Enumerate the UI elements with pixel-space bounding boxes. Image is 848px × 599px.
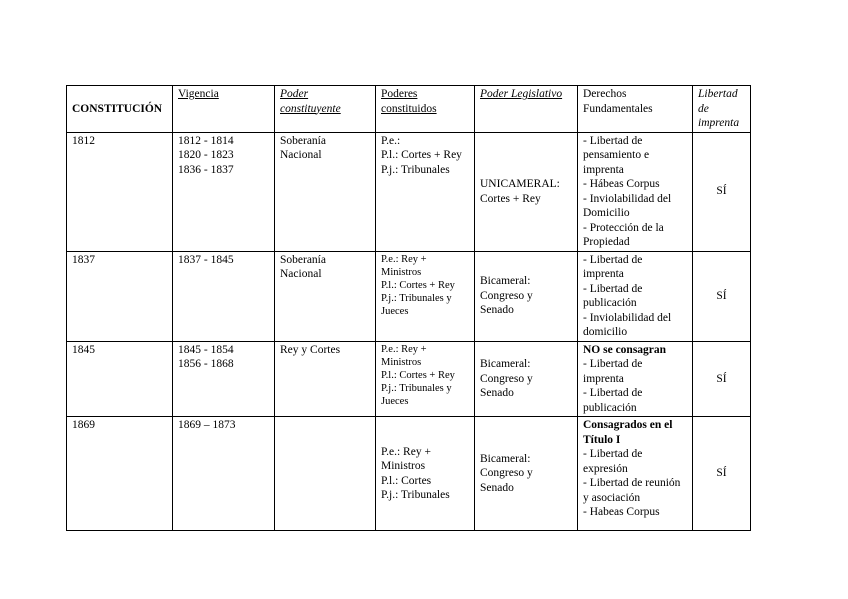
cell-legislativo	[475, 251, 578, 341]
cell-year: 1845	[67, 341, 173, 417]
derechos-line: - Protección de la	[583, 221, 664, 234]
cell-derechos	[578, 132, 693, 251]
cell-derechos	[578, 341, 693, 417]
cell-vigencia	[173, 341, 275, 417]
derechos-line: - Hábeas Corpus	[583, 178, 660, 190]
cell-constituidos	[376, 341, 475, 417]
cell-imprenta: SÍ	[693, 132, 751, 251]
legislativo-line: Senado	[480, 304, 514, 317]
vigencia-line: 1837 - 1845	[178, 253, 234, 266]
cell-vigencia	[173, 251, 275, 341]
derechos-line: domicilio	[583, 326, 628, 338]
derechos-line: - Inviolabilidad del	[583, 311, 672, 324]
header-poder-constituyente-line: Poder	[280, 88, 309, 100]
header-row	[67, 86, 751, 133]
constituidos-line: P.j.: Tribunales y	[381, 382, 452, 394]
constituidos-line: P.l.: Cortes	[381, 474, 432, 487]
cell-legislativo	[475, 341, 578, 417]
cell-constituidos	[376, 132, 475, 251]
header-derechos-fundamentales	[578, 86, 693, 133]
constituidos-line: Ministros	[381, 356, 422, 368]
derechos-line: imprenta	[583, 372, 624, 385]
constitutions-table	[66, 85, 751, 531]
cell-constituyente	[275, 132, 376, 251]
constituyente-line: Rey y Cortes	[280, 343, 341, 356]
derechos-line: publicación	[583, 401, 637, 414]
header-constitucion: CONSTITUCIÓN	[67, 86, 173, 133]
legislativo-line: Congreso y	[480, 289, 533, 302]
derechos-line: imprenta	[583, 163, 624, 176]
header-poderes-constituidos-line: Poderes	[381, 88, 418, 100]
cell-imprenta: SÍ	[693, 341, 751, 417]
cell-constituidos	[376, 251, 475, 341]
derechos-line: Domicilio	[583, 207, 630, 219]
constituidos-line: P.e.: Rey +	[381, 343, 427, 355]
cell-imprenta: SÍ	[693, 251, 751, 341]
legislativo-line: Cortes + Rey	[480, 192, 541, 205]
constituidos-line: P.j.: Tribunales	[381, 489, 450, 501]
constituidos-line: P.j.: Tribunales	[381, 163, 450, 176]
legislativo-line: UNICAMERAL:	[480, 178, 560, 190]
constituidos-line: Jueces	[381, 305, 409, 317]
legislativo-line: Senado	[480, 387, 514, 399]
header-poder-legislativo	[475, 86, 578, 133]
header-poderes-constituidos-line: constituidos	[381, 102, 437, 115]
cell-legislativo	[475, 417, 578, 531]
cell-constituyente	[275, 341, 376, 417]
cell-legislativo	[475, 132, 578, 251]
constituidos-line: P.e.: Rey +	[381, 445, 431, 458]
cell-year: 1812	[67, 132, 173, 251]
header-libertad-line: imprenta	[698, 117, 740, 129]
derechos-line: y asociación	[583, 491, 641, 504]
constituyente-line: Nacional	[280, 268, 322, 280]
vigencia-line: 1869 – 1873	[178, 419, 236, 431]
cell-imprenta: SÍ	[693, 417, 751, 531]
legislativo-line: Congreso y	[480, 467, 533, 480]
derechos-line: - Libertad de reunión	[583, 477, 681, 489]
legislativo-line: Congreso y	[480, 372, 533, 385]
derechos-line: - Inviolabilidad del	[583, 192, 672, 205]
derechos-line: - Libertad de	[583, 282, 643, 295]
vigencia-line: 1836 - 1837	[178, 163, 234, 176]
header-derechos-line: Fundamentales	[583, 102, 653, 115]
table-row	[67, 417, 751, 531]
constituidos-line: P.l.: Cortes + Rey	[381, 149, 462, 161]
cell-constituyente	[275, 251, 376, 341]
derechos-line: imprenta	[583, 268, 624, 280]
derechos-line: expresión	[583, 462, 628, 475]
header-poderes-constituidos	[376, 86, 475, 133]
constituidos-line: Ministros	[381, 266, 422, 278]
constituyente-line: Soberanía	[280, 134, 326, 147]
legislativo-line: Bicameral:	[480, 452, 531, 465]
table-row	[67, 341, 751, 417]
constituyente-line: Soberanía	[280, 253, 326, 266]
table-row	[67, 132, 751, 251]
cell-derechos	[578, 251, 693, 341]
header-poder-constituyente	[275, 86, 376, 133]
cell-constituyente	[275, 417, 376, 531]
constituidos-line: P.l.: Cortes + Rey	[381, 369, 455, 381]
vigencia-line: 1845 - 1854	[178, 343, 234, 356]
constituidos-line: Ministros	[381, 460, 426, 472]
derechos-line: - Libertad de	[583, 448, 643, 460]
vigencia-line: 1820 - 1823	[178, 149, 234, 161]
header-vigencia	[173, 86, 275, 133]
header-libertad-line: Libertad	[698, 88, 738, 100]
header-libertad-imprenta	[693, 86, 751, 133]
derechos-line: - Libertad de	[583, 134, 643, 147]
legislativo-line: Bicameral:	[480, 275, 531, 288]
vigencia-line: 1812 - 1814	[178, 134, 234, 147]
derechos-line: Propiedad	[583, 236, 630, 248]
derechos-line: - Libertad de	[583, 358, 643, 370]
derechos-line: - Habeas Corpus	[583, 506, 660, 518]
header-derechos-line: Derechos	[583, 88, 627, 100]
constituyente-line: Nacional	[280, 149, 322, 161]
constituidos-line: P.e.: Rey +	[381, 253, 427, 265]
cell-year: 1869	[67, 417, 173, 531]
cell-derechos	[578, 417, 693, 531]
cell-vigencia	[173, 132, 275, 251]
derechos-bold-line: Consagrados en el	[583, 419, 673, 431]
derechos-bold-line: NO se consagran	[583, 343, 667, 356]
table-row	[67, 251, 751, 341]
derechos-line: publicación	[583, 297, 637, 309]
cell-vigencia	[173, 417, 275, 531]
legislativo-line: Senado	[480, 481, 514, 494]
constituidos-line: Jueces	[381, 395, 409, 407]
derechos-line: - Libertad de	[583, 253, 643, 266]
derechos-line: - Libertad de	[583, 387, 643, 399]
header-vigencia-label: Vigencia	[178, 88, 219, 100]
cell-year: 1837	[67, 251, 173, 341]
derechos-bold-line: Título I	[583, 433, 621, 446]
constituidos-line: P.l.: Cortes + Rey	[381, 279, 455, 291]
header-poder-constituyente-line: constituyente	[280, 102, 341, 115]
cell-constituidos	[376, 417, 475, 531]
constituidos-line: P.e.:	[381, 134, 401, 147]
constituidos-line: P.j.: Tribunales y	[381, 292, 452, 304]
derechos-line: pensamiento e	[583, 149, 650, 161]
header-libertad-line: de	[698, 102, 709, 115]
vigencia-line: 1856 - 1868	[178, 358, 234, 370]
header-poder-legislativo-label: Poder Legislativo	[480, 88, 563, 100]
legislativo-line: Bicameral:	[480, 358, 531, 370]
